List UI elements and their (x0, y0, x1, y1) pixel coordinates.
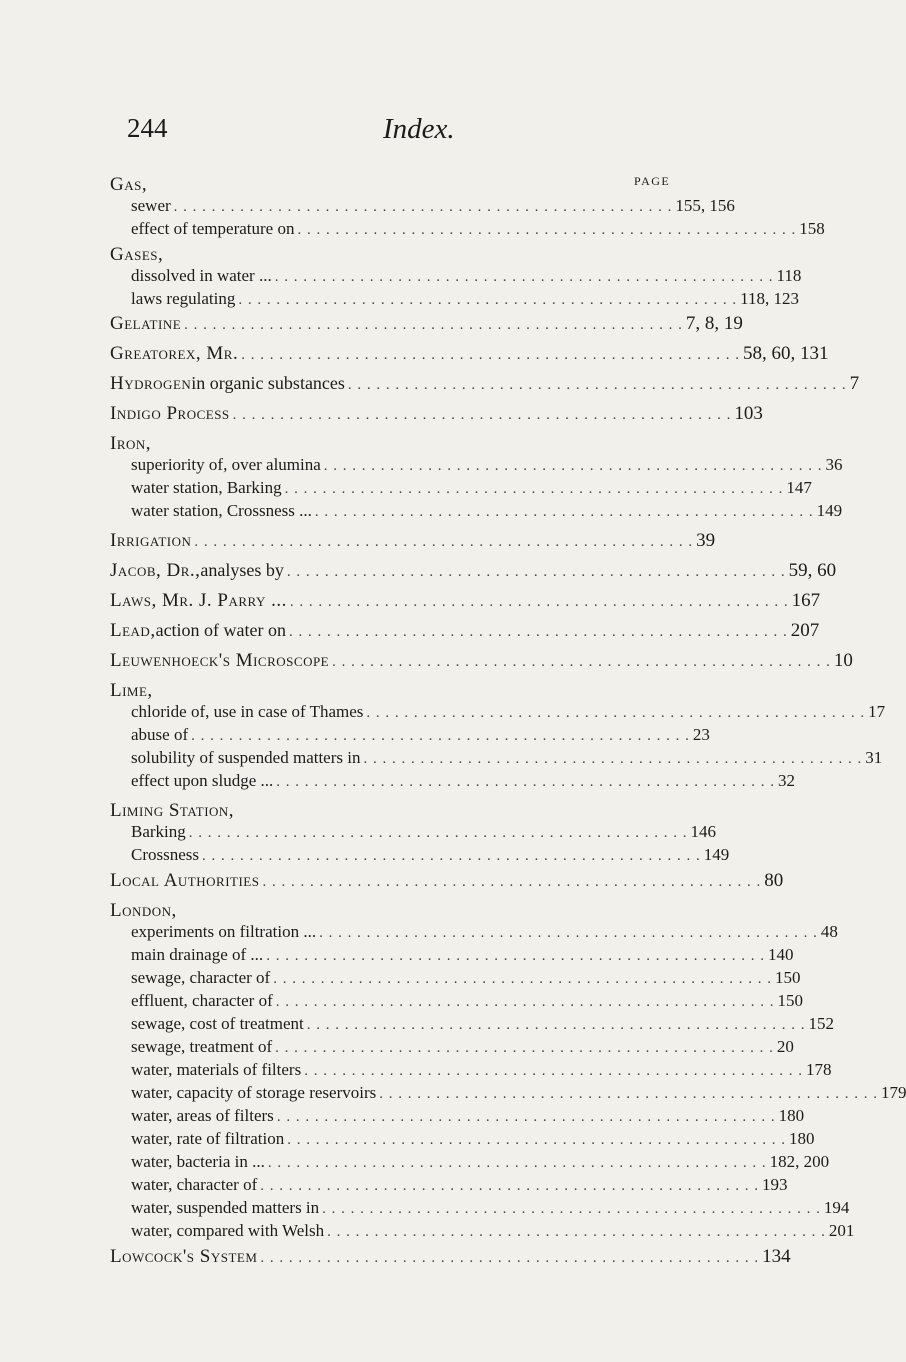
index-subentry (131, 991, 803, 1013)
subentry-text: solubility of suspended matters in (131, 748, 361, 767)
subentry-text: effluent, character of (131, 991, 273, 1010)
page-reference: 152 (808, 1014, 835, 1033)
index-entry (110, 560, 837, 582)
dot-leader: . . . . . . . . . . . . . . . . . . . . . . . . . . . . . . . . . . . . . . . . . . . . . . . . . . . . . (289, 594, 789, 610)
dot-leader: . . . . . . . . . . . . . . . . . . . . . . . . . . . . . . . . . . . . . . . . . . . . . . . . . . . . . (232, 407, 732, 423)
index-subentry (131, 748, 883, 770)
entry-heading: Gases, (110, 244, 164, 265)
index-subentry (131, 1175, 788, 1197)
dot-leader: . . . . . . . . . . . . . . . . . . . . . . . . . . . . . . . . . . . . . . . . . . . . . . . . . . . . . (262, 874, 762, 890)
page-column-label: PAGE (634, 174, 671, 188)
subentry-text: superiority of, over alumina (131, 455, 321, 474)
entry-heading-rest: action of water on (155, 620, 287, 640)
index-subentry (131, 1106, 805, 1128)
entry-heading: Leuwenhoeck's Microscope (110, 650, 330, 671)
index-subentry (131, 1037, 794, 1059)
index-subentry (131, 1060, 832, 1082)
index-subentry (131, 1221, 855, 1243)
page-reference: 118 (776, 266, 802, 285)
page-reference: 180 (788, 1129, 815, 1148)
index-subentry (131, 702, 886, 724)
entry-heading: Indigo Process (110, 403, 230, 424)
dot-leader: . . . . . . . . . . . . . . . . . . . . . . . . . . . . . . . . . . . . . . . . . . . . . . . . . . . . . (267, 1155, 767, 1171)
page-reference: 167 (791, 590, 821, 611)
running-title: Index. (383, 113, 455, 145)
page-reference: 179 (880, 1083, 906, 1102)
dot-leader: . . . . . . . . . . . . . . . . . . . . . . . . . . . . . . . . . . . . . . . . . . . . . . . . . . . . . (314, 504, 814, 520)
dot-leader: . . . . . . . . . . . . . . . . . . . . . . . . . . . . . . . . . . . . . . . . . . . . . . . . . . . . . (347, 377, 847, 393)
subentry-text: sewage, cost of treatment (131, 1014, 304, 1033)
dot-leader: . . . . . . . . . . . . . . . . . . . . . . . . . . . . . . . . . . . . . . . . . . . . . . . . . . . . . (284, 481, 784, 497)
subentry-text: laws regulating (131, 289, 236, 308)
index-subentry (131, 945, 794, 967)
dot-leader: . . . . . . . . . . . . . . . . . . . . . . . . . . . . . . . . . . . . . . . . . . . . . . . . . . . . . (287, 1132, 786, 1148)
page-reference: 23 (692, 725, 710, 744)
page-reference: 118, 123 (740, 289, 799, 308)
subentry-text: sewage, character of (131, 968, 271, 987)
page-reference: 80 (764, 870, 784, 891)
dot-leader: . . . . . . . . . . . . . . . . . . . . . . . . . . . . . . . . . . . . . . . . . . . . . . . . . . . . . (260, 1178, 760, 1194)
entry-heading: Gas, (110, 174, 148, 195)
index-subentry (131, 196, 735, 218)
dot-leader: . . . . . . . . . . . . . . . . . . . . . . . . . . . . . . . . . . . . . . . . . . . . . . . . . . . . . (173, 199, 673, 215)
entry-heading: Laws, Mr. J. Parry ... (110, 590, 287, 611)
index-subentry (131, 771, 796, 793)
subentry-text: water station, Crossness ... (131, 501, 312, 520)
dot-leader: . . . . . . . . . . . . . . . . . . . . . . . . . . . . . . . . . . . . . . . . . . . . . . . . . . . . . (191, 728, 690, 744)
index-entry (110, 433, 684, 455)
subentry-text: dissolved in water ... (131, 266, 272, 285)
index-entry (110, 620, 820, 642)
entry-heading: Irrigation (110, 530, 192, 551)
page-reference: 36 (825, 455, 843, 474)
page-reference: 39 (696, 530, 716, 551)
dot-leader: . . . . . . . . . . . . . . . . . . . . . . . . . . . . . . . . . . . . . . . . . . . . . . . . . . . . . (327, 1224, 826, 1240)
subentry-text: experiments on filtration ... (131, 922, 317, 941)
page-reference: 146 (690, 822, 717, 841)
subentry-text: water, character of (131, 1175, 258, 1194)
page-reference: 182, 200 (769, 1152, 830, 1171)
page-reference: 150 (777, 991, 803, 1010)
subentry-text: water, areas of filters (131, 1106, 274, 1125)
dot-leader: . . . . . . . . . . . . . . . . . . . . . . . . . . . . . . . . . . . . . . . . . . . . . . . . . . . . . (184, 317, 683, 333)
index-entry (110, 590, 821, 612)
dot-leader: . . . . . . . . . . . . . . . . . . . . . . . . . . . . . . . . . . . . . . . . . . . . . . . . . . . . . (274, 269, 774, 285)
index-entry (110, 403, 763, 425)
subentry-text: effect upon sludge ... (131, 771, 274, 790)
page-reference: 58, 60, 131 (742, 343, 829, 364)
index-subentry (131, 725, 710, 747)
index-entry (110, 530, 716, 552)
page-reference: 147 (786, 478, 812, 497)
dot-leader: . . . . . . . . . . . . . . . . . . . . . . . . . . . . . . . . . . . . . . . . . . . . . . . . . . . . . (273, 971, 772, 987)
dot-leader: . . . . . . . . . . . . . . . . . . . . . . . . . . . . . . . . . . . . . . . . . . . . . . . . . . . . . (304, 1063, 803, 1079)
entry-heading: Lime, (110, 680, 153, 701)
index-entry (110, 313, 743, 335)
dot-leader: . . . . . . . . . . . . . . . . . . . . . . . . . . . . . . . . . . . . . . . . . . . . . . . . . . . . . (363, 751, 863, 767)
page-reference: 7, 8, 19 (685, 313, 743, 334)
index-subentry (131, 968, 801, 990)
subentry-text: Barking (131, 822, 186, 841)
index-entry (110, 900, 684, 922)
subentry-text: sewer (131, 196, 171, 215)
page-reference: 158 (799, 219, 825, 238)
page-reference: 7 (849, 373, 860, 394)
index-entry (110, 373, 860, 395)
subentry-text: chloride of, use in case of Thames (131, 702, 364, 721)
page-reference: 149 (816, 501, 843, 520)
subentry-text: sewage, treatment of (131, 1037, 273, 1056)
subentry-text: water, rate of filtration (131, 1129, 285, 1148)
page-reference: 150 (774, 968, 801, 987)
entry-heading: Gelatine (110, 313, 182, 334)
index-subentry (131, 1014, 835, 1036)
entry-heading: Lead, (110, 620, 156, 641)
dot-leader: . . . . . . . . . . . . . . . . . . . . . . . . . . . . . . . . . . . . . . . . . . . . . . . . . . . . . (202, 848, 701, 864)
dot-leader: . . . . . . . . . . . . . . . . . . . . . . . . . . . . . . . . . . . . . . . . . . . . . . . . . . . . . (266, 948, 765, 964)
page-reference: 178 (805, 1060, 832, 1079)
index-subentry (131, 1198, 850, 1220)
subentry-text: water, capacity of storage reservoirs (131, 1083, 377, 1102)
entry-heading: London, (110, 900, 177, 921)
page-number: 244 (127, 113, 168, 143)
page-reference: 31 (865, 748, 883, 767)
index-subentry (131, 455, 843, 477)
page-reference: 140 (767, 945, 794, 964)
entry-heading-rest: analyses by (200, 560, 284, 580)
page-reference: 207 (790, 620, 820, 641)
dot-leader: . . . . . . . . . . . . . . . . . . . . . . . . . . . . . . . . . . . . . . . . . . . . . . . . . . . . . (241, 347, 740, 363)
index-subentry (131, 1083, 906, 1105)
subentry-text: water, compared with Welsh (131, 1221, 325, 1240)
page-reference: 20 (776, 1037, 794, 1056)
index-subentry (131, 1152, 830, 1174)
index-subentry (131, 478, 812, 500)
index-subentry (131, 845, 730, 867)
index-subentry (131, 266, 802, 288)
entry-heading: Lowcock's System (110, 1246, 258, 1267)
entry-heading: Local Authorities (110, 870, 260, 891)
page-reference: 149 (703, 845, 730, 864)
dot-leader: . . . . . . . . . . . . . . . . . . . . . . . . . . . . . . . . . . . . . . . . . . . . . . . . . . . . . (286, 564, 786, 580)
page-reference: 193 (762, 1175, 788, 1194)
index-entry (110, 800, 684, 822)
page-reference: 201 (828, 1221, 855, 1240)
index-subentry (131, 289, 799, 311)
entry-heading-rest: in organic substances (191, 373, 345, 393)
entry-heading: Greatorex, Mr. (110, 343, 239, 364)
index-subentry (131, 822, 717, 844)
page-reference: 155, 156 (675, 196, 735, 215)
dot-leader: . . . . . . . . . . . . . . . . . . . . . . . . . . . . . . . . . . . . . . . . . . . . . . . . . . . . . (297, 222, 797, 238)
dot-leader: . . . . . . . . . . . . . . . . . . . . . . . . . . . . . . . . . . . . . . . . . . . . . . . . . . . . . (319, 925, 818, 941)
page-reference: 103 (734, 403, 763, 424)
subentry-text: abuse of (131, 725, 189, 744)
dot-leader: . . . . . . . . . . . . . . . . . . . . . . . . . . . . . . . . . . . . . . . . . . . . . . . . . . . . . (188, 825, 688, 841)
subentry-text: water, materials of filters (131, 1060, 302, 1079)
index-subentry (131, 219, 825, 241)
dot-leader: . . . . . . . . . . . . . . . . . . . . . . . . . . . . . . . . . . . . . . . . . . . . . . . . . . . . . (238, 292, 738, 308)
dot-leader: . . . . . . . . . . . . . . . . . . . . . . . . . . . . . . . . . . . . . . . . . . . . . . . . . . . . . (306, 1017, 806, 1033)
subentry-text: water, bacteria in ... (131, 1152, 265, 1171)
dot-leader: . . . . . . . . . . . . . . . . . . . . . . . . . . . . . . . . . . . . . . . . . . . . . . . . . . . . . (260, 1250, 760, 1266)
dot-leader: . . . . . . . . . . . . . . . . . . . . . . . . . . . . . . . . . . . . . . . . . . . . . . . . . . . . . (323, 458, 823, 474)
index-entry (110, 1246, 791, 1268)
index-entry (110, 650, 853, 672)
page-reference: 59, 60 (788, 560, 837, 581)
dot-leader: . . . . . . . . . . . . . . . . . . . . . . . . . . . . . . . . . . . . . . . . . . . . . . . . . . . . . (332, 654, 831, 670)
index-entry (110, 870, 784, 892)
dot-leader: . . . . . . . . . . . . . . . . . . . . . . . . . . . . . . . . . . . . . . . . . . . . . . . . . . . . . (276, 774, 776, 790)
dot-leader: . . . . . . . . . . . . . . . . . . . . . . . . . . . . . . . . . . . . . . . . . . . . . . . . . . . . . (275, 994, 775, 1010)
dot-leader: . . . . . . . . . . . . . . . . . . . . . . . . . . . . . . . . . . . . . . . . . . . . . . . . . . . . . (275, 1040, 774, 1056)
dot-leader: . . . . . . . . . . . . . . . . . . . . . . . . . . . . . . . . . . . . . . . . . . . . . . . . . . . . . (194, 534, 694, 550)
index-subentry (131, 501, 843, 523)
dot-leader: . . . . . . . . . . . . . . . . . . . . . . . . . . . . . . . . . . . . . . . . . . . . . . . . . . . . . (289, 624, 788, 640)
entry-heading: Hydrogen (110, 373, 192, 394)
entry-heading: Jacob, Dr., (110, 560, 201, 581)
index-entry (110, 680, 684, 702)
subentry-text: effect of temperature on (131, 219, 295, 238)
page-reference: 10 (833, 650, 853, 671)
subentry-text: Crossness (131, 845, 200, 864)
index-entry (110, 244, 684, 266)
index-subentry (131, 1129, 815, 1151)
dot-leader: . . . . . . . . . . . . . . . . . . . . . . . . . . . . . . . . . . . . . . . . . . . . . . . . . . . . . (322, 1201, 821, 1217)
subentry-text: water station, Barking (131, 478, 282, 497)
entry-heading: Iron, (110, 433, 152, 454)
page-reference: 32 (778, 771, 796, 790)
index-entry (110, 174, 684, 196)
index-entry (110, 343, 829, 365)
page-reference: 134 (762, 1246, 791, 1267)
dot-leader: . . . . . . . . . . . . . . . . . . . . . . . . . . . . . . . . . . . . . . . . . . . . . . . . . . . . . (366, 705, 866, 721)
page-reference: 17 (868, 702, 886, 721)
page-reference: 194 (823, 1198, 850, 1217)
page-reference: 48 (820, 922, 838, 941)
subentry-text: main drainage of ... (131, 945, 264, 964)
dot-leader: . . . . . . . . . . . . . . . . . . . . . . . . . . . . . . . . . . . . . . . . . . . . . . . . . . . . . (276, 1109, 776, 1125)
page-header (0, 113, 800, 153)
entry-heading: Liming Station, (110, 800, 235, 821)
dot-leader: . . . . . . . . . . . . . . . . . . . . . . . . . . . . . . . . . . . . . . . . . . . . . . . . . . . . . (379, 1086, 878, 1102)
index-subentry (131, 922, 838, 944)
subentry-text: water, suspended matters in (131, 1198, 320, 1217)
page-reference: 180 (778, 1106, 805, 1125)
